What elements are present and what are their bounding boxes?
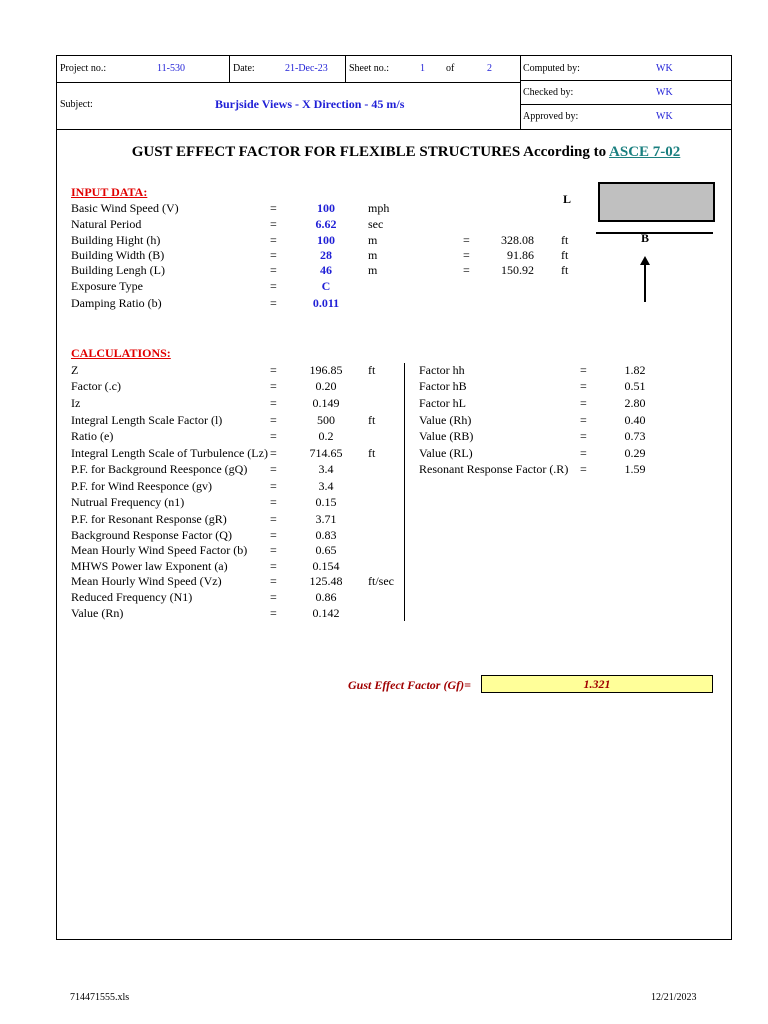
calc-unit: ft: [368, 363, 376, 377]
header-divider-1: [56, 82, 520, 83]
input-unit: sec: [368, 217, 384, 231]
calc-equals: =: [270, 574, 277, 588]
calc-right-equals: =: [580, 446, 587, 460]
building-plan-rect: [598, 182, 715, 222]
calc-label: P.F. for Background Reesponce (gQ): [71, 462, 248, 476]
calc-equals: =: [270, 543, 277, 557]
calc-label: Iz: [71, 396, 81, 410]
footer-date: 12/21/2023: [651, 992, 697, 1003]
calc-equals: =: [270, 512, 277, 526]
approved-value: WK: [656, 111, 673, 122]
input-equals-converted: =: [463, 263, 470, 277]
calc-value: 196.85: [309, 363, 343, 377]
calc-equals: =: [270, 528, 277, 542]
calc-label: Reduced Frequency (N1): [71, 590, 193, 604]
diagram-label-b: B: [641, 231, 650, 245]
calc-equals: =: [270, 590, 277, 604]
header-vline-3: [520, 55, 521, 129]
calc-right-label: Value (Rh): [419, 413, 472, 427]
calc-value: 0.2: [318, 429, 334, 443]
input-label: Building Lengh (L): [71, 263, 165, 277]
calc-label: Z: [71, 363, 79, 377]
footer-filename: 714471555.xls: [70, 992, 130, 1003]
input-heading: INPUT DATA:: [71, 185, 148, 199]
calc-equals: =: [270, 462, 277, 476]
input-unit-converted: ft: [561, 233, 569, 247]
calc-equals: =: [270, 606, 277, 620]
calc-right-label: Value (RB): [419, 429, 474, 443]
input-unit: mph: [368, 201, 390, 215]
input-label: Building Width (B): [71, 248, 165, 262]
input-value-converted: 91.86: [507, 248, 534, 262]
calc-right-label: Factor hL: [419, 396, 466, 410]
calc-label: Ratio (e): [71, 429, 114, 443]
input-unit-converted: ft: [561, 248, 569, 262]
checked-value: WK: [656, 87, 673, 98]
calc-value: 500: [317, 413, 335, 427]
input-value-converted: 150.92: [501, 263, 534, 277]
input-value: 100: [317, 233, 335, 247]
calc-value: 3.71: [315, 512, 337, 526]
calc-equals: =: [270, 363, 277, 377]
calc-equals: =: [270, 413, 277, 427]
calc-right-label: Factor hh: [419, 363, 465, 377]
calculations-heading: CALCULATIONS:: [71, 346, 171, 360]
calc-value: 0.149: [312, 396, 340, 410]
calc-value: 3.4: [318, 462, 334, 476]
calc-value: 0.65: [315, 543, 337, 557]
calc-right-label: Value (RL): [419, 446, 473, 460]
gust-factor-value: 1.321: [481, 675, 713, 693]
calc-right-equals: =: [580, 429, 587, 443]
input-equals: =: [270, 263, 277, 277]
input-unit: m: [368, 263, 378, 277]
sheet-label: Sheet no.:: [349, 63, 389, 74]
input-value: C: [321, 279, 331, 293]
title-main: GUST EFFECT FACTOR FOR FLEXIBLE STRUCTURES According to: [131, 144, 607, 160]
calc-label: MHWS Power law Exponent (a): [71, 559, 228, 573]
calc-value: 0.154: [312, 559, 340, 573]
diagram-label-l: L: [563, 192, 572, 206]
calc-label: Integral Length Scale Factor (l): [71, 413, 223, 427]
calc-label: Background Response Factor (Q): [71, 528, 232, 542]
gust-factor-label: Gust Effect Factor (Gf)=: [348, 678, 471, 692]
input-value: 6.62: [315, 217, 337, 231]
approved-label: Approved by:: [523, 111, 579, 122]
calc-value: 0.83: [315, 528, 337, 542]
input-equals: =: [270, 296, 277, 310]
calc-label: Mean Hourly Wind Speed (Vz): [71, 574, 222, 588]
computed-value: WK: [656, 63, 673, 74]
calc-equals: =: [270, 559, 277, 573]
calc-label: Nutrual Frequency (n1): [71, 495, 185, 509]
calc-right-equals: =: [580, 462, 587, 476]
header-divider-right-2: [520, 104, 732, 105]
calc-label: P.F. for Wind Reesponce (gv): [71, 479, 212, 493]
input-value-converted: 328.08: [501, 233, 534, 247]
calc-right-value: 0.73: [624, 429, 646, 443]
calc-value: 0.86: [315, 590, 337, 604]
input-unit-converted: ft: [561, 263, 569, 277]
calc-right-value: 0.51: [624, 379, 646, 393]
calc-equals: =: [270, 429, 277, 443]
input-label: Exposure Type: [71, 279, 143, 293]
input-equals: =: [270, 201, 277, 215]
header-divider-right-1: [520, 80, 732, 81]
input-label: Basic Wind Speed (V): [71, 201, 179, 215]
input-unit: m: [368, 233, 378, 247]
input-equals: =: [270, 248, 277, 262]
calc-equals: =: [270, 396, 277, 410]
input-equals: =: [270, 233, 277, 247]
project-value: 11-530: [157, 63, 185, 74]
header-vline-1: [229, 55, 230, 82]
calc-unit: ft: [368, 446, 376, 460]
calc-equals: =: [270, 495, 277, 509]
calc-value: 3.4: [318, 479, 334, 493]
calc-unit: ft: [368, 413, 376, 427]
input-equals-converted: =: [463, 233, 470, 247]
input-equals-converted: =: [463, 248, 470, 262]
calc-right-value: 0.40: [624, 413, 646, 427]
sheet-value: 1: [420, 63, 425, 74]
sheet-total: 2: [487, 63, 492, 74]
wind-direction-arrow-icon: [638, 256, 652, 302]
checked-label: Checked by:: [523, 87, 574, 98]
input-value: 46: [320, 263, 332, 277]
calc-label: P.F. for Resonant Response (gR): [71, 512, 227, 526]
header-bottom-line: [56, 129, 732, 130]
calc-right-equals: =: [580, 396, 587, 410]
calc-right-equals: =: [580, 413, 587, 427]
input-label: Damping Ratio (b): [71, 296, 162, 310]
computed-label: Computed by:: [523, 63, 580, 74]
calc-right-equals: =: [580, 363, 587, 377]
building-width-line: [596, 232, 713, 234]
title-standard-link[interactable]: ASCE 7-02: [609, 144, 681, 160]
input-equals: =: [270, 217, 277, 231]
input-value: 0.011: [312, 296, 340, 310]
calc-value: 0.20: [315, 379, 337, 393]
calc-label: Value (Rn): [71, 606, 124, 620]
calc-value: 125.48: [309, 574, 343, 588]
project-label: Project no.:: [60, 63, 107, 74]
calc-value: 0.15: [315, 495, 337, 509]
date-label: Date:: [233, 63, 255, 74]
input-unit: m: [368, 248, 378, 262]
calc-right-value: 1.82: [624, 363, 646, 377]
input-value: 100: [317, 201, 335, 215]
calc-column-divider: [404, 363, 405, 621]
header-vline-2: [345, 55, 346, 82]
calc-unit: ft/sec: [368, 574, 394, 588]
calc-label: Integral Length Scale of Turbulence (Lz): [71, 446, 268, 460]
calc-equals: =: [270, 446, 277, 460]
input-equals: =: [270, 279, 277, 293]
calc-equals: =: [270, 379, 277, 393]
calc-right-label: Resonant Response Factor (.R): [419, 462, 569, 476]
calc-right-value: 2.80: [624, 396, 646, 410]
subject-value: Burjside Views - X Direction - 45 m/s: [215, 97, 405, 111]
calc-label: Factor (.c): [71, 379, 121, 393]
calc-right-label: Factor hB: [419, 379, 467, 393]
of-label: of: [446, 63, 455, 74]
calc-right-value: 1.59: [624, 462, 646, 476]
calc-right-value: 0.29: [624, 446, 646, 460]
calc-right-equals: =: [580, 379, 587, 393]
page-title: [0, 144, 768, 161]
calc-label: Mean Hourly Wind Speed Factor (b): [71, 543, 248, 557]
calc-value: 0.142: [312, 606, 340, 620]
date-value: 21-Dec-23: [285, 63, 328, 74]
calc-equals: =: [270, 479, 277, 493]
calc-value: 714.65: [309, 446, 343, 460]
subject-label: Subject:: [60, 99, 93, 110]
input-label: Natural Period: [71, 217, 142, 231]
input-value: 28: [320, 248, 332, 262]
input-label: Building Hight (h): [71, 233, 161, 247]
